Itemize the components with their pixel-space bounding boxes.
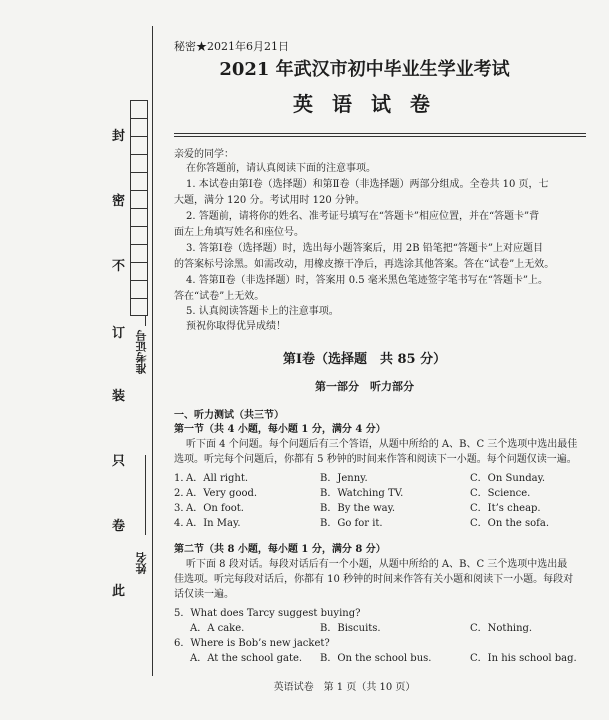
section2-instructions-cont: 佳选项。听完每段对话后，你都有 10 秒钟的时间来作答有关小题和阅读下一小题。每段对 — [174, 574, 574, 585]
notice-item-cont: 面左上角填写姓名和座位号。 — [174, 227, 304, 238]
option-a: A．On foot. — [186, 503, 244, 514]
exam-number-grid — [130, 100, 148, 316]
section2-instructions: 听下面 8 段对话。每段对话后有一个小题，从题中所给的 A、B、C 三个选项中选出最 — [186, 559, 568, 570]
option-a: A．All right. — [186, 473, 249, 484]
option-b: B．Go for it. — [320, 518, 383, 529]
section1-instructions-cont: 选项。听完每个问题后，你都有 5 秒钟的时间来作答和阅读下一小题。每个问题仅读一遍。 — [174, 454, 577, 465]
option-c: C．It’s cheap. — [470, 503, 541, 514]
option-c: C．Science. — [470, 488, 531, 499]
question-number: 3． — [174, 503, 191, 514]
option-b: B．Jenny. — [320, 473, 368, 484]
binding-char: 密 — [112, 194, 126, 209]
notice-item: 5. 认真阅读答题卡上的注意事项。 — [186, 306, 339, 317]
question-number: 4． — [174, 518, 191, 529]
question-number: 1． — [174, 473, 191, 484]
notice-item-cont: 答在“试卷”上无效。 — [174, 291, 265, 302]
header-rule-2 — [174, 136, 586, 137]
notice-item: 4. 答第Ⅱ卷（非选择题）时，答案用 0.5 毫米黑色笔迹签字笔书写在“答题卡”上。 — [186, 275, 549, 286]
section2-instructions-cont: 话仅读一遍。 — [174, 589, 234, 600]
notice-wish: 预祝你取得优异成绩！ — [186, 321, 286, 332]
option-a: A．Very good. — [186, 488, 258, 499]
option-a: A．A cake. — [190, 623, 245, 634]
exam-subtitle: 英 语 试 卷 — [293, 92, 436, 116]
binding-char: 封 — [112, 129, 126, 144]
option-c: C．On Sunday. — [470, 473, 546, 484]
notice-item: 3. 答第Ⅰ卷（选择题）时，选出每小题答案后，用 2B 铅笔把“答题卡”上对应题目 — [186, 243, 543, 254]
option-c: C．On the sofa. — [470, 518, 550, 529]
option-a: A．In May. — [186, 518, 241, 529]
option-b: B．Biscuits. — [320, 623, 381, 634]
binding-char: 只 — [112, 454, 126, 469]
option-c: C．In his school bag. — [470, 653, 577, 664]
question-stem: 6．Where is Bob’s new jacket? — [174, 638, 330, 649]
section2-title: 第二节（共 8 小题，每小题 1 分，满分 8 分） — [174, 544, 386, 555]
section1-instructions: 听下面 4 个问题。每个问题后有三个答语，从题中所给的 A、B、C 三个选项中选出最佳 — [186, 439, 578, 450]
name-label: 姓名 — [135, 552, 148, 574]
question-stem: 5．What does Tarcy suggest buying? — [174, 608, 361, 619]
binding-char: 装 — [112, 389, 126, 404]
volume-title: 第Ⅰ卷（选择题 共 85 分） — [282, 352, 447, 367]
exam-no-label: 准考证号 — [135, 330, 148, 374]
notice-intro: 在你答题前，请认真阅读下面的注意事项。 — [186, 163, 376, 174]
binding-char: 卷 — [112, 519, 126, 534]
header-rule — [174, 133, 586, 134]
option-c: C．Nothing. — [470, 623, 533, 634]
binding-char: 不 — [112, 259, 126, 274]
option-a: A．At the school gate. — [190, 653, 303, 664]
option-b: B．By the way. — [320, 503, 396, 514]
listening-heading: 一、听力测试（共三节） — [174, 410, 284, 421]
exam-title: 2021 年武汉市初中毕业生学业考试 — [219, 59, 510, 80]
secret-line: 秘密★2021年6月21日 — [174, 40, 289, 53]
notice-item: 2. 答题前，请将你的姓名、准考证号填写在“答题卡”相应位置，并在“答题卡”背 — [186, 211, 540, 222]
binding-line — [145, 316, 146, 326]
binding-char: 订 — [112, 326, 126, 341]
part-title: 第一部分 听力部分 — [315, 380, 414, 393]
notice-item-cont: 的答案标号涂黑。如需改动，用橡皮擦干净后，再选涂其他答案。答在“试卷”上无效。 — [174, 259, 555, 270]
option-b: B．On the school bus. — [320, 653, 432, 664]
page-footer: 英语试卷 第 1 页（共 10 页） — [273, 682, 416, 693]
binding-char: 此 — [112, 584, 126, 599]
section1-title: 第一节（共 4 小题，每小题 1 分，满分 4 分） — [174, 424, 386, 435]
notice-item-cont: 大题，满分 120 分。考试用时 120 分钟。 — [174, 195, 365, 206]
notice-item: 1. 本试卷由第Ⅰ卷（选择题）和第Ⅱ卷（非选择题）两部分组成。全卷共 10 页，七 — [186, 179, 549, 190]
name-underline — [145, 455, 146, 535]
notice-greeting: 亲爱的同学： — [174, 149, 234, 160]
option-b: B．Watching TV. — [320, 488, 404, 499]
question-number: 2． — [174, 488, 191, 499]
